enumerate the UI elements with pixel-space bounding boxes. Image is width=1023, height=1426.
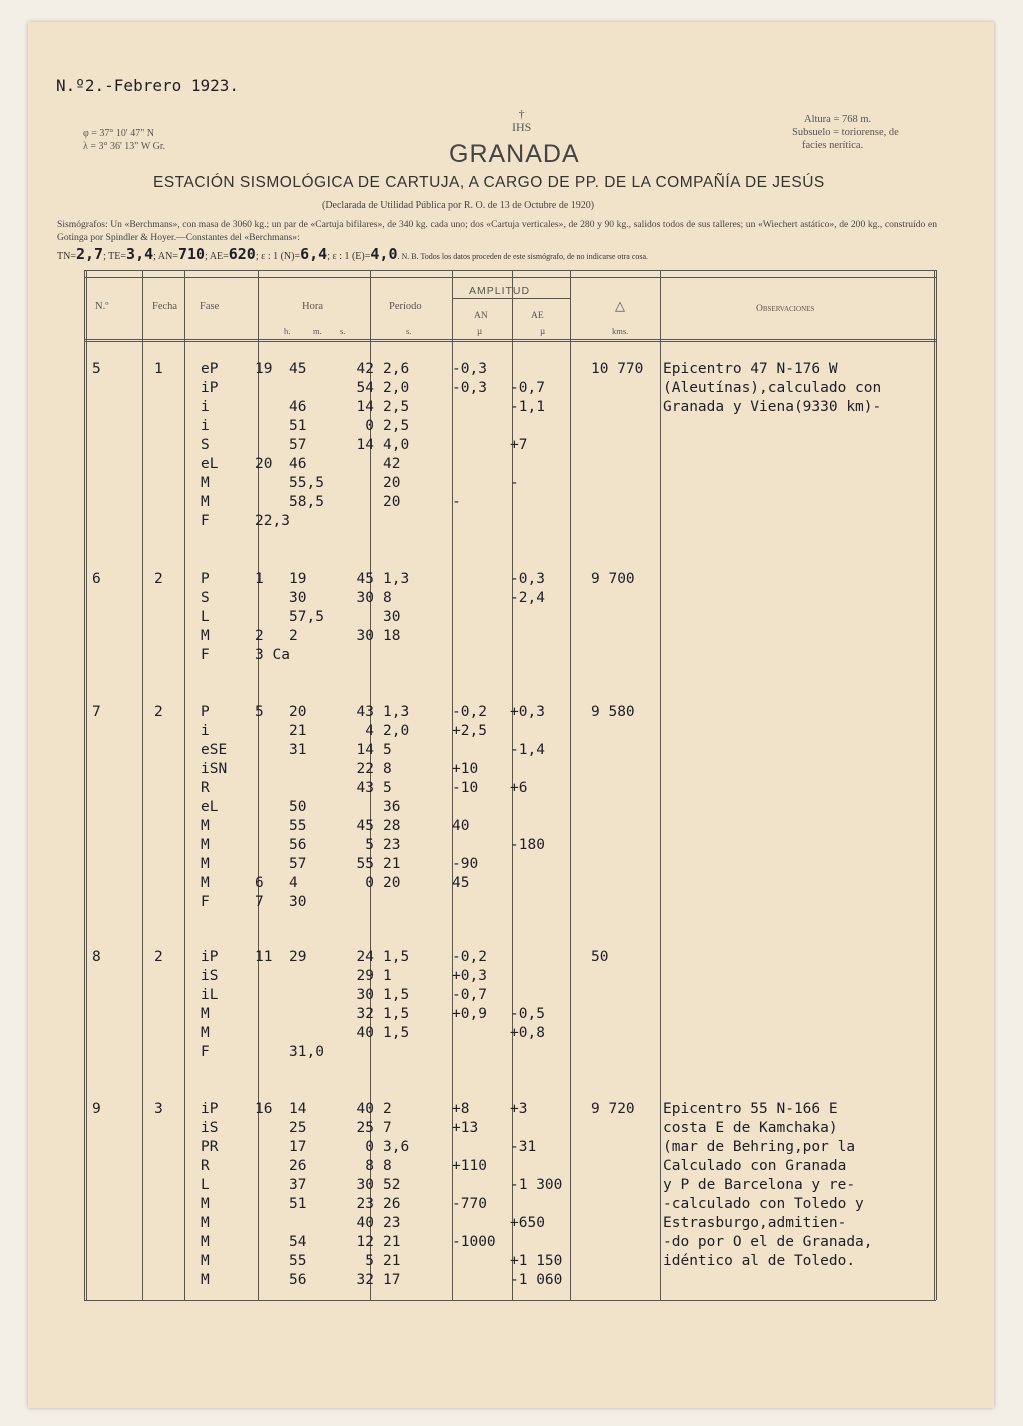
record-minute: 51	[289, 1196, 307, 1212]
record-second: 5	[365, 1253, 374, 1269]
record-second: 12	[356, 1234, 374, 1250]
record-phase: M	[201, 1234, 210, 1250]
page-title: GRANADA	[449, 140, 580, 168]
record-amplitude-n: -0,3	[452, 380, 487, 396]
record-number: 5	[92, 361, 101, 377]
record-amplitude-n: +2,5	[452, 723, 487, 739]
ee-value: 4,0	[370, 245, 398, 263]
record-minute: 57	[289, 856, 307, 872]
record-period: 2,0	[383, 380, 410, 396]
record-phase: P	[201, 571, 210, 587]
record-period: 23	[383, 1215, 401, 1231]
record-amplitude-e: +6	[510, 780, 528, 796]
col-header-ae: AE	[531, 311, 544, 321]
record-amplitude-n: +10	[452, 761, 479, 777]
record-hour: 3 Ca	[255, 647, 290, 663]
altitude-info	[792, 113, 899, 152]
record-phase: M	[201, 818, 210, 834]
record-amplitude-e: -0,7	[510, 380, 545, 396]
record-distance: 9 700	[591, 571, 635, 587]
te-value: 3,4	[126, 245, 154, 263]
record-minute: 19	[289, 571, 307, 587]
col-header-time: Hora	[302, 301, 323, 312]
record-amplitude-e: +0,3	[510, 704, 545, 720]
record-phase: iSN	[201, 761, 228, 777]
table-column-rule	[934, 270, 935, 1300]
record-observation: Calculado con Granada	[663, 1158, 847, 1174]
col-header-number: N.º	[95, 301, 109, 312]
record-minute: 31	[289, 742, 307, 758]
col-header-km: kms.	[612, 326, 629, 336]
col-header-ae-unit: µ	[540, 326, 546, 336]
record-amplitude-n: -0,2	[452, 949, 487, 965]
record-hour: 20	[255, 456, 273, 472]
record-second: 30	[356, 590, 374, 606]
table-column-rule	[86, 270, 87, 1300]
record-period: 20	[383, 494, 401, 510]
record-second: 14	[356, 437, 374, 453]
record-period: 20	[383, 875, 401, 891]
record-phase: M	[201, 1006, 210, 1022]
record-period: 1,5	[383, 949, 410, 965]
record-second: 24	[356, 949, 374, 965]
record-second: 0	[365, 418, 374, 434]
table-column-rule	[660, 270, 661, 1300]
record-second: 55	[356, 856, 374, 872]
record-second: 5	[365, 837, 374, 853]
record-second: 40	[356, 1215, 374, 1231]
longitude: λ = 3° 36' 13" W Gr.	[83, 141, 166, 152]
record-phase: PR	[201, 1139, 219, 1155]
record-phase: R	[201, 1158, 210, 1174]
record-hour: 2	[255, 628, 264, 644]
record-phase: F	[201, 1044, 210, 1060]
record-phase: iP	[201, 949, 219, 965]
en-value: 6,4	[300, 245, 328, 263]
record-amplitude-e: -2,4	[510, 590, 545, 606]
record-hour: 7	[255, 894, 264, 910]
record-amplitude-e: +3	[510, 1101, 528, 1117]
cross-mark	[512, 108, 531, 134]
record-phase: iS	[201, 968, 219, 984]
record-minute: 46	[289, 456, 307, 472]
record-phase: eP	[201, 361, 219, 377]
record-minute: 51	[289, 418, 307, 434]
record-second: 14	[356, 399, 374, 415]
record-second: 42	[356, 361, 374, 377]
tn-label: TN=	[57, 251, 76, 262]
record-hour: 11	[255, 949, 273, 965]
record-minute: 55	[289, 1253, 307, 1269]
col-header-observations: Observaciones	[756, 304, 815, 314]
col-header-phase: Fase	[200, 301, 220, 312]
record-amplitude-e: -1 300	[510, 1177, 563, 1193]
record-amplitude-n: -10	[452, 780, 479, 796]
record-amplitude-n: 45	[452, 875, 470, 891]
record-period: 8	[383, 761, 392, 777]
ae-value: 620	[228, 245, 256, 263]
record-phase: L	[201, 1177, 210, 1193]
record-date: 1	[154, 361, 163, 377]
table-column-rule	[84, 270, 85, 1300]
record-second: 23	[356, 1196, 374, 1212]
record-second: 45	[356, 571, 374, 587]
table-rule	[84, 277, 936, 278]
record-period: 1,5	[383, 1006, 410, 1022]
record-period: 18	[383, 628, 401, 644]
record-phase: i	[201, 399, 210, 415]
record-phase: M	[201, 494, 210, 510]
record-phase: iP	[201, 380, 219, 396]
table-rule	[84, 270, 936, 271]
record-phase: M	[201, 1196, 210, 1212]
constants-note: . N. B. Todos los datos proceden de este sismógrafo, de no indicarse otra cosa.	[397, 252, 649, 261]
record-period: 1	[383, 968, 392, 984]
subsoil-line: Subsuelo = toriorense, de	[792, 127, 899, 138]
record-phase: eL	[201, 456, 219, 472]
record-minute: 57,5	[289, 609, 324, 625]
cross-icon: †	[518, 107, 525, 121]
record-period: 30	[383, 609, 401, 625]
record-period: 20	[383, 475, 401, 491]
record-period: 2,5	[383, 399, 410, 415]
record-phase: M	[201, 1215, 210, 1231]
ee-label: ; ε : 1 (E)=	[327, 251, 371, 262]
record-amplitude-n: -0,2	[452, 704, 487, 720]
record-period: 23	[383, 837, 401, 853]
record-period: 2,0	[383, 723, 410, 739]
record-period: 21	[383, 1234, 401, 1250]
record-second: 0	[365, 875, 374, 891]
record-minute: 20	[289, 704, 307, 720]
facies-line: facies nerítica.	[802, 140, 864, 151]
record-amplitude-n: -90	[452, 856, 479, 872]
record-minute: 30	[289, 894, 307, 910]
record-observation: y P de Barcelona y re-	[663, 1177, 856, 1193]
record-second: 40	[356, 1025, 374, 1041]
record-observation: (Aleutínas),calculado con	[663, 380, 882, 396]
record-period: 2,6	[383, 361, 410, 377]
record-date: 2	[154, 704, 163, 720]
record-minute: 46	[289, 399, 307, 415]
record-second: 30	[356, 628, 374, 644]
record-minute: 29	[289, 949, 307, 965]
record-second: 54	[356, 380, 374, 396]
record-minute: 57	[289, 437, 307, 453]
record-amplitude-e: -31	[510, 1139, 537, 1155]
declaration: (Declarada de Utilidad Pública por R. O. de 13 de Octubre de 1920)	[322, 200, 595, 211]
record-minute: 14	[289, 1101, 307, 1117]
record-amplitude-e: +1 150	[510, 1253, 563, 1269]
record-phase: L	[201, 609, 210, 625]
record-second: 32	[356, 1272, 374, 1288]
record-period: 21	[383, 856, 401, 872]
en-label: ; ε : 1 (N)=	[255, 251, 301, 262]
record-second: 30	[356, 987, 374, 1003]
record-minute: 54	[289, 1234, 307, 1250]
table-rule	[84, 341, 936, 342]
col-header-amplitude: AMPLITUD	[469, 285, 531, 297]
record-minute: 45	[289, 361, 307, 377]
table-rule	[84, 339, 936, 340]
record-phase: F	[201, 513, 210, 529]
an-label: ; AN=	[153, 251, 178, 262]
record-amplitude-n: -770	[452, 1196, 487, 1212]
record-minute: 17	[289, 1139, 307, 1155]
record-phase: i	[201, 418, 210, 434]
table-column-rule	[570, 270, 571, 1300]
document-number: N.º2.-Febrero 1923.	[56, 76, 240, 95]
record-hour: 5	[255, 704, 264, 720]
te-label: ; TE=	[103, 251, 127, 262]
record-period: 17	[383, 1272, 401, 1288]
record-amplitude-e: -0,5	[510, 1006, 545, 1022]
record-observation: Granada y Viena(9330 km)-	[663, 399, 882, 415]
record-amplitude-e: -1,4	[510, 742, 545, 758]
record-amplitude-e: -180	[510, 837, 545, 853]
record-second: 25	[356, 1120, 374, 1136]
record-amplitude-n: +13	[452, 1120, 479, 1136]
record-period: 36	[383, 799, 401, 815]
record-amplitude-n: -	[452, 494, 461, 510]
record-distance: 9 580	[591, 704, 635, 720]
record-phase: M	[201, 856, 210, 872]
record-minute: 58,5	[289, 494, 324, 510]
record-phase: M	[201, 628, 210, 644]
record-phase: M	[201, 837, 210, 853]
record-minute: 55,5	[289, 475, 324, 491]
record-phase: i	[201, 723, 210, 739]
record-amplitude-n: +0,9	[452, 1006, 487, 1022]
record-period: 5	[383, 780, 392, 796]
ihs-monogram: IHS	[512, 120, 532, 134]
latitude: φ = 37° 10' 47" N	[83, 128, 155, 139]
record-observation: Estrasburgo,admitien-	[663, 1215, 847, 1231]
record-phase: S	[201, 590, 210, 606]
record-minute: 50	[289, 799, 307, 815]
record-phase: M	[201, 1253, 210, 1269]
record-second: 8	[365, 1158, 374, 1174]
seismographs-description: Sismógrafos: Un «Berchmans», con masa de 3060 kg.; un par de «Cartuja bifilares», de 340 kg. cada uno; dos «Cartuja verticales», de 280 y 90 kg., salidos todos de sus talleres; un «Wiechert astático», de 200 kg., construído en Gotinga por Spindler & Hoyer.—Constantes del «Berchmans»:	[57, 219, 937, 243]
record-phase: R	[201, 780, 210, 796]
record-period: 2,5	[383, 418, 410, 434]
record-distance: 50	[591, 949, 609, 965]
record-number: 8	[92, 949, 101, 965]
record-distance: 9 720	[591, 1101, 635, 1117]
record-minute: 2	[289, 628, 298, 644]
record-amplitude-e: -1 060	[510, 1272, 563, 1288]
col-header-an: AN	[474, 311, 488, 321]
record-minute: 21	[289, 723, 307, 739]
record-second: 22	[356, 761, 374, 777]
record-hour: 16	[255, 1101, 273, 1117]
record-period: 28	[383, 818, 401, 834]
record-phase: eL	[201, 799, 219, 815]
record-minute: 31,0	[289, 1044, 324, 1060]
table-column-rule	[184, 270, 185, 1300]
record-minute: 26	[289, 1158, 307, 1174]
record-period: 1,3	[383, 704, 410, 720]
record-second: 0	[365, 1139, 374, 1155]
col-header-seconds: s.	[340, 326, 346, 336]
record-date: 2	[154, 949, 163, 965]
record-period: 42	[383, 456, 401, 472]
record-observation: (mar de Behring,por la	[663, 1139, 856, 1155]
record-phase: P	[201, 704, 210, 720]
record-hour: 1	[255, 571, 264, 587]
record-period: 3,6	[383, 1139, 410, 1155]
table-rule	[84, 1300, 936, 1301]
station-name: ESTACIÓN SISMOLÓGICA DE CARTUJA, A CARGO DE PP. DE LA COMPAÑÍA DE JESÚS	[153, 174, 825, 191]
record-phase: F	[201, 894, 210, 910]
record-second: 43	[356, 780, 374, 796]
delta-icon: △	[615, 298, 625, 313]
record-amplitude-e: +7	[510, 437, 528, 453]
record-phase: M	[201, 1272, 210, 1288]
record-amplitude-e: +0,8	[510, 1025, 545, 1041]
table-column-rule	[142, 270, 143, 1300]
altitude-line: Altura = 768 m.	[804, 114, 872, 125]
record-period: 4,0	[383, 437, 410, 453]
record-phase: F	[201, 647, 210, 663]
record-period: 1,5	[383, 987, 410, 1003]
record-period: 7	[383, 1120, 392, 1136]
table-rule	[452, 298, 570, 299]
record-period: 8	[383, 590, 392, 606]
record-period: 26	[383, 1196, 401, 1212]
record-observation: Epicentro 55 N-166 E	[663, 1101, 838, 1117]
record-phase: eSE	[201, 742, 228, 758]
record-number: 7	[92, 704, 101, 720]
record-amplitude-n: +0,3	[452, 968, 487, 984]
col-header-hours: h.	[284, 326, 291, 336]
record-amplitude-n: +8	[452, 1101, 470, 1117]
record-period: 21	[383, 1253, 401, 1269]
record-second: 40	[356, 1101, 374, 1117]
record-period: 52	[383, 1177, 401, 1193]
record-period: 1,3	[383, 571, 410, 587]
record-number: 9	[92, 1101, 101, 1117]
record-second: 29	[356, 968, 374, 984]
record-phase: M	[201, 1025, 210, 1041]
an-value: 710	[177, 245, 206, 263]
record-minute: 56	[289, 837, 307, 853]
record-amplitude-n: -0,7	[452, 987, 487, 1003]
record-second: 4	[365, 723, 374, 739]
record-minute: 4	[289, 875, 298, 891]
record-period: 8	[383, 1158, 392, 1174]
table-column-rule	[936, 270, 937, 1300]
record-observation: idéntico al de Toledo.	[663, 1253, 856, 1269]
record-period: 5	[383, 742, 392, 758]
record-minute: 30	[289, 590, 307, 606]
record-number: 6	[92, 571, 101, 587]
record-hour: 6	[255, 875, 264, 891]
record-distance: 10 770	[591, 361, 644, 377]
col-header-period: Período	[389, 301, 422, 312]
record-amplitude-n: -0,3	[452, 361, 487, 377]
col-header-date: Fecha	[152, 301, 178, 312]
record-amplitude-e: -	[510, 475, 519, 491]
col-header-minutes: m.	[313, 326, 322, 336]
record-amplitude-n: 40	[452, 818, 470, 834]
record-period: 1,5	[383, 1025, 410, 1041]
record-hour: 19	[255, 361, 273, 377]
record-hour: 22,3	[255, 513, 290, 529]
record-phase: iS	[201, 1120, 219, 1136]
record-date: 2	[154, 571, 163, 587]
record-observation: costa E de Kamchaka)	[663, 1120, 838, 1136]
record-phase: iL	[201, 987, 219, 1003]
record-amplitude-n: +110	[452, 1158, 487, 1174]
record-phase: M	[201, 475, 210, 491]
record-amplitude-e: -0,3	[510, 571, 545, 587]
record-phase: iP	[201, 1101, 219, 1117]
record-observation: Epicentro 47 N-176 W	[663, 361, 838, 377]
record-period: 2	[383, 1101, 392, 1117]
record-date: 3	[154, 1101, 163, 1117]
record-second: 30	[356, 1177, 374, 1193]
record-minute: 37	[289, 1177, 307, 1193]
tn-value: 2,7	[75, 245, 104, 263]
record-observation: -calculado con Toledo y	[663, 1196, 864, 1212]
ae-label: ; AE=	[205, 251, 229, 262]
table-column-rule	[258, 270, 259, 1300]
record-second: 32	[356, 1006, 374, 1022]
record-second: 45	[356, 818, 374, 834]
col-header-an-unit: µ	[477, 326, 483, 336]
record-amplitude-n: -1000	[452, 1234, 496, 1250]
record-phase: S	[201, 437, 210, 453]
col-header-period-unit: s.	[406, 326, 412, 336]
constants-line	[57, 245, 648, 263]
record-observation: -do por O el de Granada,	[663, 1234, 873, 1250]
record-second: 14	[356, 742, 374, 758]
record-second: 43	[356, 704, 374, 720]
record-minute: 25	[289, 1120, 307, 1136]
record-amplitude-e: -1,1	[510, 399, 545, 415]
record-minute: 55	[289, 818, 307, 834]
record-amplitude-e: +650	[510, 1215, 545, 1231]
record-minute: 56	[289, 1272, 307, 1288]
record-phase: M	[201, 875, 210, 891]
